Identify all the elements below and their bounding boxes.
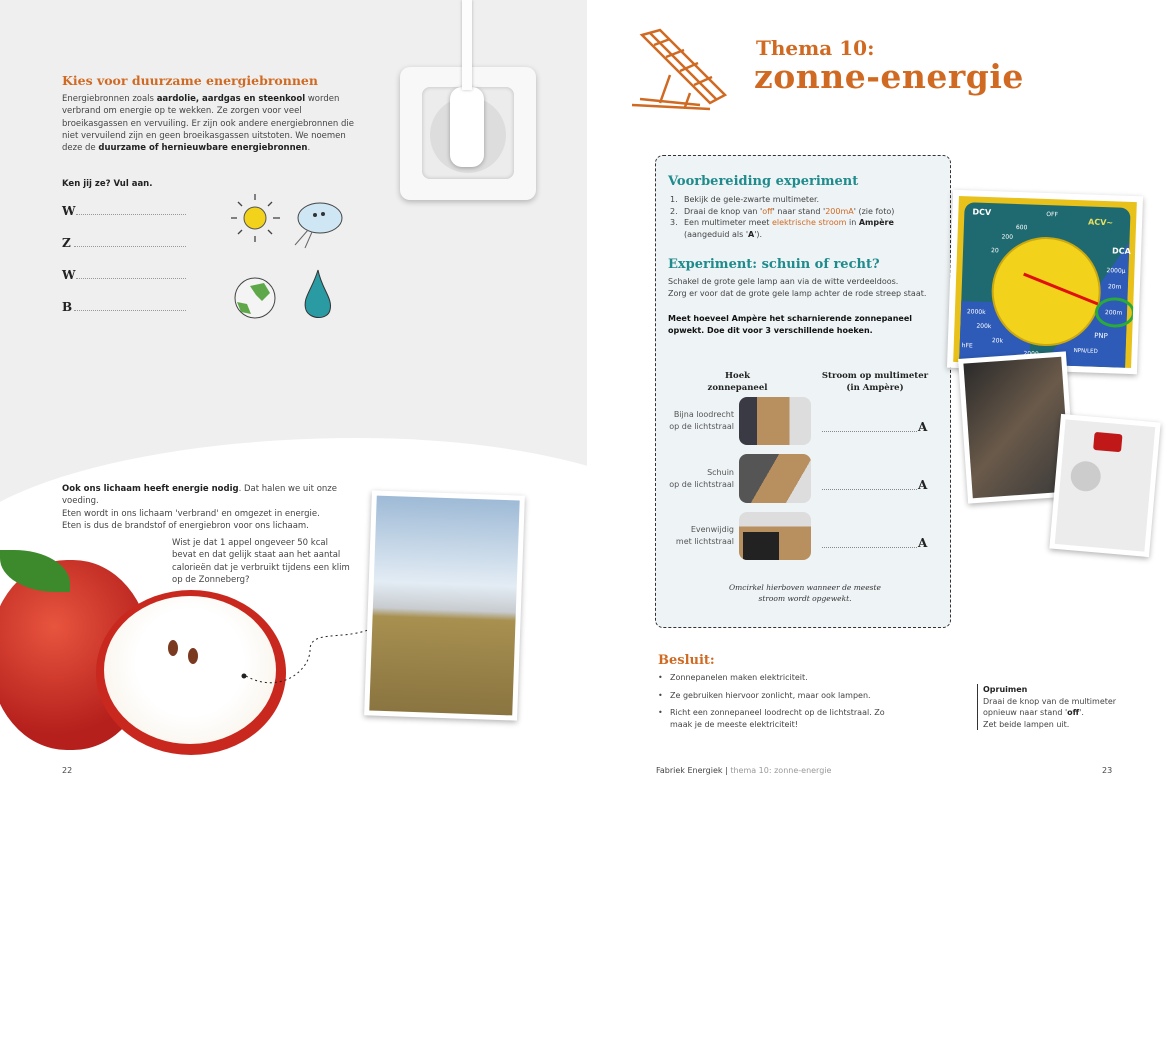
earth-icon bbox=[235, 278, 275, 318]
mm-label: PNP bbox=[1094, 331, 1108, 341]
mm-label: DCA bbox=[1111, 246, 1131, 256]
page-number-left: 22 bbox=[62, 766, 73, 775]
list-item: • Ze gebruiken hiervoor zonlicht, maar ook lampen. bbox=[658, 690, 898, 702]
answer-line[interactable] bbox=[822, 478, 917, 490]
panel-photo-parallel bbox=[739, 512, 811, 560]
mm-label: 2000k bbox=[966, 308, 986, 316]
page-number-right: 23 bbox=[1102, 766, 1113, 775]
handwritten-note: Omcirkel hierboven wanneer de meeste stroom wordt opgewekt. bbox=[729, 583, 881, 603]
cleanup-note: Opruimen Draai de knop van de multimeter opnieuw naar stand 'off'. Zet beide lampen uit. bbox=[977, 684, 1127, 730]
conclusion-heading: Besluit: bbox=[658, 653, 715, 668]
left-page bbox=[0, 0, 587, 785]
page-title: zonne-energie bbox=[754, 57, 1024, 96]
water-drop-icon bbox=[305, 270, 330, 318]
quiz-prompt: Ken jij ze? Vul aan. bbox=[62, 179, 153, 189]
panel-photo-oblique bbox=[739, 454, 811, 503]
multimeter-photo bbox=[947, 190, 1143, 375]
intro-paragraph: Energiebronnen zoals aardolie, aardgas en steenkool worden verbrand om energie op te wekken. Ze zorgen voor veel broeikasgassen en vervuiling. Er zijn ook andere energiebronnen die niet vervuilend zijn en geen broeikasgassen uitstoten. We noemen deze de duurzame of hernieuwbare energiebronnen. bbox=[62, 94, 354, 154]
hiking-photo bbox=[364, 490, 525, 720]
mm-label: NPN/LED bbox=[1073, 348, 1098, 355]
mm-label: 600 bbox=[1015, 223, 1028, 232]
unit-label: A bbox=[918, 478, 928, 492]
dotted-arrow bbox=[240, 600, 380, 690]
mm-label: 20k bbox=[991, 337, 1004, 345]
body-paragraph: Ook ons lichaam heeft energie nodig. Dat halen we uit onze voeding. Eten wordt in ons lichaam 'verbrand' en omgezet in energie. Eten is dus de brandstof of energiebron voor ons lichaam. bbox=[62, 484, 337, 531]
mm-label: 200k bbox=[976, 322, 992, 331]
row-label: Bijna loodrecht op de lichtstraal bbox=[669, 410, 734, 431]
answer-line[interactable] bbox=[76, 203, 186, 215]
row-label: Schuin op de lichtstraal bbox=[669, 468, 734, 489]
mm-label: ACV~ bbox=[1087, 217, 1114, 228]
experiment-task: Meet hoeveel Ampère het scharnierende zonnepaneel opwekt. Doe dit voor 3 verschillende hoeken. bbox=[668, 314, 912, 335]
energy-icons bbox=[220, 190, 350, 325]
mm-label: 20m bbox=[1107, 283, 1122, 291]
mm-label: DCV bbox=[972, 207, 992, 218]
unit-label: A bbox=[918, 420, 928, 434]
answer-line[interactable] bbox=[822, 536, 917, 548]
panel-photo-perpendicular bbox=[739, 397, 811, 445]
step-3: 3. Een multimeter meet elektrische stroom in Ampère (aangeduid als 'A'). bbox=[670, 218, 894, 239]
mm-label: 2000µ bbox=[1106, 267, 1126, 275]
footer: Fabriek Energiek | thema 10: zonne-energie bbox=[656, 766, 832, 775]
power-socket-image bbox=[400, 67, 536, 200]
power-strip-photo bbox=[1049, 414, 1160, 557]
answer-line[interactable] bbox=[74, 235, 186, 247]
heading-sustainable: Kies voor duurzame energiebronnen bbox=[62, 73, 318, 88]
list-item: • Richt een zonnepaneel loodrecht op de lichtstraal. Zo maak je de meeste elektriciteit! bbox=[658, 707, 898, 730]
row-label: Evenwijdig met lichtstraal bbox=[675, 525, 734, 546]
experiment-heading: Experiment: schuin of recht? bbox=[668, 257, 880, 272]
quiz-letter: B bbox=[62, 300, 73, 314]
quiz-letter: W bbox=[62, 204, 76, 218]
col-header-angle: Hoek zonnepaneel bbox=[707, 371, 768, 394]
step-1: 1. Bekijk de gele-zwarte multimeter. bbox=[670, 195, 820, 204]
mm-label: OFF bbox=[1046, 211, 1059, 219]
apple-fact: Wist je dat 1 appel ongeveer 50 kcal bevat en dat gelijk staat aan het aantal calorieën dat je verbruikt tijdens een klim op de Zonneberg? bbox=[172, 538, 350, 585]
prep-steps bbox=[670, 194, 940, 240]
solar-panel-logo bbox=[630, 25, 735, 113]
answer-line[interactable] bbox=[74, 299, 186, 311]
answer-line[interactable] bbox=[822, 420, 917, 432]
mm-label: 20 bbox=[990, 247, 999, 255]
col-header-current: Stroom op multimeter (in Ampère) bbox=[821, 371, 929, 394]
step-2: 2. Draai de knop van 'off' naar stand '200mA' (zie foto) bbox=[670, 206, 895, 216]
conclusion-list bbox=[658, 672, 898, 736]
quiz-letter: W bbox=[62, 268, 76, 282]
quiz-letter: Z bbox=[62, 236, 71, 250]
answer-line[interactable] bbox=[76, 267, 186, 279]
wind-cloud-icon bbox=[295, 203, 342, 248]
prep-heading: Voorbereiding experiment bbox=[668, 174, 859, 189]
mm-label: 200 bbox=[1001, 233, 1014, 241]
list-item: • Zonnepanelen maken elektriciteit. bbox=[658, 672, 898, 684]
sun-icon bbox=[231, 194, 280, 242]
mm-label: 200m bbox=[1104, 309, 1123, 317]
theme-number: Thema 10: bbox=[756, 36, 875, 60]
experiment-instructions: Schakel de grote gele lamp aan via de witte verdeeldoos. Zorg er voor dat de grote gele lamp achter de rode streep staat. bbox=[668, 277, 927, 298]
unit-label: A bbox=[918, 536, 928, 550]
mm-label: hFE bbox=[961, 342, 973, 350]
